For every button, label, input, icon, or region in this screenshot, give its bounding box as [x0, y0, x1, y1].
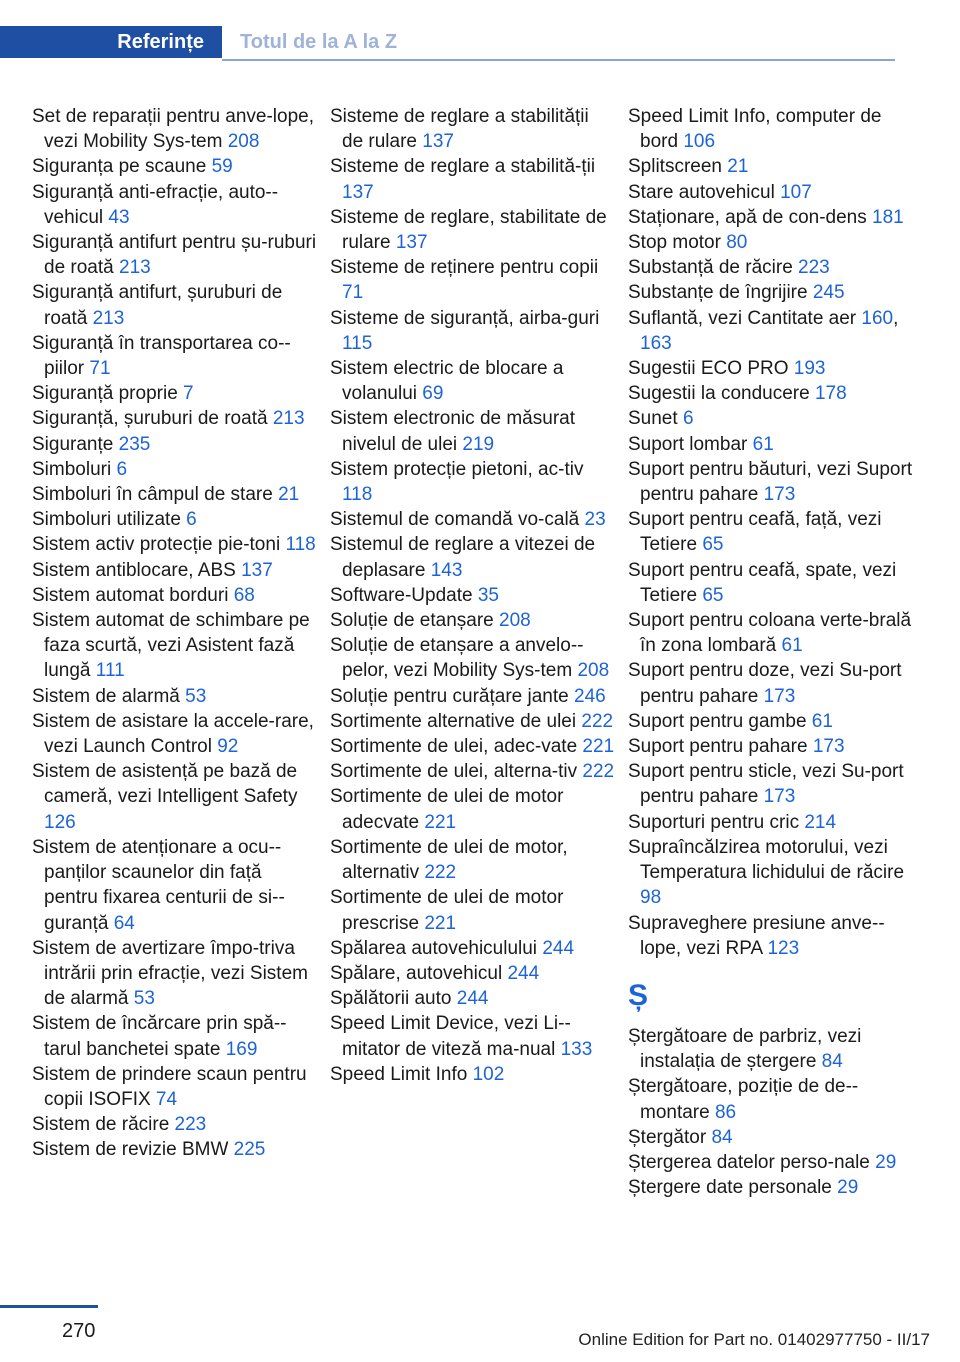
- header-divider: [222, 59, 895, 61]
- page-reference-link[interactable]: 137: [395, 232, 428, 254]
- index-entry-text: Suport pentru pahare: [628, 736, 813, 758]
- page-reference-link[interactable]: 244: [507, 962, 540, 984]
- index-entry-text: Soluție pentru curățare jante: [330, 685, 574, 707]
- page-reference-link[interactable]: 178: [814, 383, 847, 405]
- page-reference-link[interactable]: 61: [781, 635, 803, 657]
- index-entry-text: Sisteme de siguranță, airba-guri: [330, 307, 600, 329]
- index-entry-text: Sistem de avertizare împo-triva intrării prin efracție, vezi Sistem de alarmă: [32, 937, 308, 1010]
- page-reference-link[interactable]: 193: [793, 358, 826, 380]
- index-entry: [330, 936, 615, 961]
- index-entry: [330, 104, 615, 154]
- index-entry-text: Suport pentru sticle, vezi Su-port pentru pahare: [628, 761, 904, 808]
- index-entry: [330, 583, 615, 608]
- page-reference-link[interactable]: 29: [837, 1177, 859, 1199]
- index-entry-text: Sistem de răcire: [32, 1114, 175, 1136]
- index-entry-text: Siguranță antifurt pentru șu-ruburi de roată: [32, 232, 317, 279]
- page-reference-link[interactable]: 245: [812, 282, 845, 304]
- index-entry: [628, 810, 913, 835]
- index-entry-text: Spălătorii auto: [330, 988, 457, 1010]
- page-reference-link[interactable]: 86: [714, 1101, 737, 1123]
- index-entry: [32, 558, 317, 583]
- index-entry-text: Simboluri în câmpul de stare: [32, 484, 279, 506]
- index-entry-text: Siguranță antifurt, șuruburi de roată: [32, 282, 283, 329]
- page-reference-link[interactable]: 71: [89, 358, 111, 380]
- index-entry: [32, 1137, 317, 1162]
- page-reference-link[interactable]: 213: [92, 307, 125, 329]
- index-entry-text: Sortimente de ulei, alterna-tiv: [330, 761, 583, 783]
- index-entry-text: Sisteme de reglare a stabilității de rulare: [330, 106, 589, 153]
- index-entry-text: Sistem de alarmă: [32, 685, 186, 707]
- index-entry: [330, 684, 615, 709]
- index-entry-text: Ștergere date personale: [628, 1177, 838, 1199]
- index-entry: [330, 255, 615, 305]
- page-reference-link[interactable]: 137: [342, 181, 374, 203]
- page-reference-link[interactable]: 222: [424, 862, 457, 884]
- page-reference-link[interactable]: 102: [472, 1063, 505, 1085]
- index-entry-text: Sisteme de reținere pentru copii: [330, 257, 599, 279]
- index-entry-text: Speed Limit Info, computer de bord: [628, 106, 882, 153]
- page-reference-link[interactable]: 74: [155, 1088, 178, 1110]
- index-entry: [628, 911, 913, 961]
- index-entry-text: Suport lombar: [628, 433, 753, 455]
- page-reference-link[interactable]: 29: [875, 1151, 897, 1173]
- index-entry: [330, 356, 615, 406]
- index-entry-text: Sistemul de comandă vo-cală: [330, 509, 585, 531]
- index-entry: [628, 406, 913, 431]
- page-reference-link[interactable]: 208: [227, 131, 260, 153]
- page-reference-link[interactable]: 173: [763, 685, 796, 707]
- index-entry: [330, 532, 615, 582]
- index-entry: [628, 1150, 913, 1175]
- index-entry-text: Sistem electronic de măsurat nivelul de ulei: [330, 408, 575, 455]
- page-reference-separator: ,: [893, 307, 899, 329]
- index-entry: [330, 835, 615, 885]
- page-reference-link[interactable]: 6: [186, 509, 197, 531]
- index-entry-text: Sisteme de reglare, stabilitate de rulare: [330, 206, 607, 254]
- index-entry-text: Sortimente de ulei de motor, alternativ: [330, 836, 568, 884]
- index-entry-text: Sistem de revizie BMW: [32, 1139, 234, 1161]
- index-entry-text: Sistem de încărcare prin spă-tarul banchetei spate: [32, 1013, 287, 1060]
- index-entry-text: Ștergerea datelor perso-nale: [628, 1151, 876, 1173]
- index-entry-text: Sortimente de ulei de motor adecvate: [330, 786, 564, 833]
- index-entry: [330, 1011, 615, 1061]
- index-entry: [32, 457, 317, 482]
- index-entry-text: Set de reparații pentru anve-lope, vezi Mobility Sys-tem: [32, 106, 315, 153]
- index-entry: [628, 356, 913, 381]
- index-entry-text: Substanță de răcire: [628, 257, 799, 279]
- page-reference-link[interactable]: 118: [285, 534, 316, 556]
- page-reference-link[interactable]: 106: [683, 131, 716, 153]
- index-entry: [628, 709, 913, 734]
- index-entry-text: Speed Limit Info: [330, 1063, 473, 1085]
- page-reference-link[interactable]: 107: [780, 181, 812, 203]
- page-reference-link[interactable]: 221: [424, 811, 457, 833]
- page-reference-link[interactable]: 173: [812, 736, 845, 758]
- page-reference-link[interactable]: 133: [560, 1038, 593, 1060]
- index-entry: [330, 709, 615, 734]
- index-entry: [32, 583, 317, 608]
- page-reference-link[interactable]: 163: [640, 332, 672, 354]
- page-reference-link[interactable]: 64: [113, 912, 135, 934]
- index-entry: [330, 961, 615, 986]
- index-entry: [32, 709, 317, 759]
- index-entry-text: Sortimente de ulei, adec-vate: [330, 736, 583, 758]
- index-entry-text: Sistem automat borduri: [32, 584, 234, 606]
- index-entry-text: Software-Update: [330, 584, 478, 606]
- index-entry-text: Supraîncălzirea motorului, vezi Temperatura lichidului de răcire: [628, 836, 905, 884]
- index-entry: [330, 154, 615, 204]
- page-reference-link[interactable]: 221: [424, 912, 457, 934]
- page-reference-link[interactable]: 244: [542, 937, 575, 959]
- index-entry: [32, 1062, 317, 1112]
- index-entry: [628, 154, 913, 179]
- page-reference-link[interactable]: 235: [118, 433, 151, 455]
- page-reference-link[interactable]: 35: [477, 584, 499, 606]
- index-entry-text: Siguranțe: [32, 433, 119, 455]
- index-entry-text: Spălarea autovehiculului: [330, 937, 543, 959]
- page-reference-link[interactable]: 181: [872, 206, 904, 228]
- index-entry: [32, 759, 317, 835]
- page-reference-link[interactable]: 123: [767, 937, 800, 959]
- index-entry: [628, 734, 913, 759]
- index-entry: [628, 608, 913, 658]
- index-entry: [628, 1125, 913, 1150]
- index-entry: [628, 205, 913, 230]
- page-reference-link[interactable]: 84: [711, 1126, 733, 1148]
- index-entry: [32, 835, 317, 936]
- index-entry-text: Sistem de prindere scaun pentru copii ISOFIX: [32, 1063, 307, 1110]
- index-entry: [628, 180, 913, 205]
- index-entry-text: Simboluri utilizate: [32, 509, 187, 531]
- index-entry: [32, 1112, 317, 1137]
- index-entry-text: Speed Limit Device, vezi Li-mitator de viteză ma-nual: [330, 1013, 571, 1060]
- page-reference-link[interactable]: 213: [119, 257, 151, 279]
- index-entry: [330, 1062, 615, 1087]
- index-entry-text: Soluție de etanșare: [330, 610, 500, 632]
- page-reference-link[interactable]: 68: [233, 584, 255, 606]
- page-reference-link[interactable]: 244: [456, 988, 489, 1010]
- page-reference-link[interactable]: 126: [44, 811, 76, 833]
- page-reference-link[interactable]: 208: [499, 610, 531, 632]
- page-reference-link[interactable]: 92: [217, 736, 239, 758]
- index-entry-text: Siguranța pe scaune: [32, 156, 212, 178]
- page-reference-link[interactable]: 65: [702, 584, 724, 606]
- index-entry: [628, 507, 913, 557]
- index-entry-text: Sunet: [628, 408, 683, 430]
- page-reference-link[interactable]: 222: [581, 710, 614, 732]
- index-entry: [330, 885, 615, 935]
- page-reference-link[interactable]: 61: [811, 710, 833, 732]
- index-entry: [330, 784, 615, 834]
- index-entry: [628, 432, 913, 457]
- index-entry-text: Simboluri: [32, 458, 117, 480]
- index-entry: [32, 532, 317, 557]
- page-reference-link[interactable]: 221: [582, 736, 615, 758]
- header-tabs: [0, 26, 895, 62]
- page-reference-link[interactable]: 53: [185, 685, 207, 707]
- page-reference-link[interactable]: 115: [342, 332, 373, 354]
- index-entry: [628, 1175, 913, 1200]
- index-entry: [32, 482, 317, 507]
- page-reference-link[interactable]: 173: [763, 786, 796, 808]
- page-reference-link[interactable]: 160: [861, 307, 894, 329]
- index-entry-text: Suporturi pentru cric: [628, 811, 805, 833]
- edition-note: Online Edition for Part no. 01402977750 - II/17: [578, 1330, 930, 1349]
- tab-totul-de-la-a-la-z[interactable]: Totul de la A la Z: [240, 30, 398, 53]
- index-entry-text: Sortimente alternative de ulei: [330, 710, 582, 732]
- index-entry: [32, 432, 317, 457]
- index-entry-text: Ștergător: [628, 1126, 712, 1148]
- index-entry-text: Suport pentru doze, vezi Su-port pentru pahare: [628, 660, 902, 707]
- index-entry-text: Stare autovehicul: [628, 181, 781, 203]
- index-entry-text: Staționare, apă de con-dens: [628, 206, 873, 228]
- index-entry: [32, 406, 317, 431]
- page-reference-link[interactable]: 137: [422, 131, 454, 153]
- index-letter-heading: Ș: [628, 978, 649, 1012]
- index-entry: [32, 684, 317, 709]
- page-reference-link[interactable]: 80: [726, 232, 748, 254]
- index-entry: [628, 835, 913, 911]
- index-entry-text: Suport pentru băuturi, vezi Suport pentru pahare: [628, 458, 913, 506]
- page-reference-link[interactable]: 21: [278, 484, 300, 506]
- index-entry-text: Soluție de etanșare a anvelo-pelor, vezi Mobility Sys-tem: [330, 635, 584, 682]
- index-entry: [628, 381, 913, 406]
- index-entry: [32, 331, 317, 381]
- index-entry: [628, 1074, 913, 1124]
- page-reference-link[interactable]: 222: [582, 761, 615, 783]
- index-entry-text: Sistem de asistență pe bază de cameră, vezi Intelligent Safety: [32, 761, 298, 808]
- index-entry-text: Suflantă, vezi Cantitate aer: [628, 307, 862, 329]
- index-entry: [330, 406, 615, 456]
- index-entry-text: Siguranță în transportarea co-piilor: [32, 332, 291, 380]
- page-reference-link[interactable]: 213: [272, 408, 305, 430]
- footer-accent-line: [0, 1305, 98, 1308]
- page-reference-link[interactable]: 118: [342, 484, 373, 506]
- index-entry: [330, 734, 615, 759]
- index-entry: [32, 280, 317, 330]
- index-entry-text: Splitscreen: [628, 156, 728, 178]
- index-entry: [628, 230, 913, 255]
- index-entry-text: Suport pentru ceafă, față, vezi Tetiere: [628, 509, 882, 556]
- index-entry: [628, 759, 913, 809]
- page-reference-link[interactable]: 7: [183, 383, 194, 405]
- index-entry: [330, 608, 615, 633]
- page-reference-link[interactable]: 53: [133, 988, 155, 1010]
- page-reference-link[interactable]: 173: [763, 484, 796, 506]
- index-entry: [32, 180, 317, 230]
- page-reference-link[interactable]: 69: [422, 383, 444, 405]
- index-entry-text: Stop motor: [628, 232, 727, 254]
- index-entry: [628, 658, 913, 708]
- index-entry-text: Suport pentru gambe: [628, 710, 812, 732]
- page-reference-link[interactable]: 143: [430, 559, 463, 581]
- page-reference-link[interactable]: 137: [241, 559, 273, 581]
- index-entry: [628, 255, 913, 280]
- index-entry: [628, 1024, 913, 1074]
- index-entry-text: Sistem protecție pietoni, ac-tiv: [330, 458, 584, 480]
- index-entry: [32, 381, 317, 406]
- page-reference-link[interactable]: 21: [727, 156, 749, 178]
- index-column-2: [330, 104, 615, 1087]
- index-entry-text: Sistem activ protecție pie-toni: [32, 534, 286, 556]
- index-entry: [628, 306, 913, 356]
- index-entry: [330, 986, 615, 1011]
- index-entry-text: Suport pentru coloana verte-brală în zona lombară: [628, 610, 912, 657]
- index-entry: [32, 1011, 317, 1061]
- page-reference-link[interactable]: 65: [702, 534, 724, 556]
- tab-referinte[interactable]: Referințe: [0, 26, 222, 58]
- page-reference-link[interactable]: 223: [798, 257, 830, 279]
- page-reference-link[interactable]: 84: [821, 1051, 843, 1073]
- index-entry-text: Sortimente de ulei de motor prescrise: [330, 887, 564, 934]
- index-entry-text: Sistem de asistare la accele-rare, vezi Launch Control: [32, 710, 314, 758]
- page-reference-link[interactable]: 71: [342, 282, 364, 304]
- index-entry-text: Ștergătoare, poziție de de-montare: [628, 1076, 859, 1123]
- index-entry: [32, 507, 317, 532]
- page-reference-link[interactable]: 246: [574, 685, 606, 707]
- index-entry: [32, 936, 317, 1012]
- index-entry-text: Siguranță proprie: [32, 383, 184, 405]
- index-entry: [628, 104, 913, 154]
- index-entry-text: Suport pentru ceafă, spate, vezi Tetiere: [628, 559, 897, 606]
- index-entry-text: Sistem de atenționare a ocu-panților scaunelor din față pentru fixarea centurii de si-guranță: [32, 836, 285, 934]
- index-entry: [330, 759, 615, 784]
- page-reference-link[interactable]: 208: [577, 660, 610, 682]
- page-reference-link[interactable]: 98: [640, 887, 662, 909]
- index-entry-text: Siguranță anti-efracție, auto-vehicul: [32, 181, 279, 228]
- index-column-1: [32, 104, 317, 1163]
- page-reference-link[interactable]: 43: [108, 206, 130, 228]
- index-entry: [330, 457, 615, 507]
- page-reference-link[interactable]: 219: [462, 433, 495, 455]
- index-entry-text: Sisteme de reglare a stabilită-ții: [330, 156, 596, 178]
- index-column-3: [628, 104, 913, 1200]
- index-entry: [628, 280, 913, 305]
- index-entry-text: Sistem antiblocare, ABS: [32, 559, 242, 581]
- page-reference-link[interactable]: 225: [233, 1139, 266, 1161]
- index-entry-text: Siguranță, șuruburi de roată: [32, 408, 273, 430]
- index-entry-text: Sugestii la conducere: [628, 383, 815, 405]
- index-entry: [330, 507, 615, 532]
- index-entry: [330, 205, 615, 255]
- index-entry-text: Supraveghere presiune anve-lope, vezi RPA: [628, 912, 885, 959]
- page-reference-link[interactable]: 23: [584, 509, 606, 531]
- index-entry-text: Sistemul de reglare a vitezei de deplasare: [330, 534, 596, 581]
- index-entry: [330, 633, 615, 683]
- page-reference-link[interactable]: 6: [682, 408, 694, 430]
- index-entry: [32, 230, 317, 280]
- page-reference-link[interactable]: 111: [95, 660, 125, 682]
- index-entry-text: Ștergătoare de parbriz, vezi instalația de ștergere: [628, 1025, 862, 1073]
- index-entry-text: Sistem electric de blocare a volanului: [330, 358, 564, 405]
- index-entry: [32, 608, 317, 684]
- index-entry: [330, 306, 615, 356]
- page-reference-link[interactable]: 59: [211, 156, 233, 178]
- index-entry-text: Spălare, autovehicul: [330, 962, 508, 984]
- index-entry: [628, 457, 913, 507]
- page-number: 270: [62, 1320, 96, 1342]
- index-entry-text: Sistem automat de schimbare pe faza scurtă, vezi Asistent fază lungă: [32, 610, 310, 682]
- index-entry-text: Sugestii ECO PRO: [628, 358, 794, 380]
- page-reference-link[interactable]: 61: [752, 433, 774, 455]
- page-reference-link[interactable]: 223: [174, 1114, 207, 1136]
- page-reference-link[interactable]: 169: [225, 1038, 258, 1060]
- page-reference-link[interactable]: 6: [116, 458, 128, 480]
- index-entry-text: Substanțe de îngrijire: [628, 282, 813, 304]
- index-entry: [32, 154, 317, 179]
- page-reference-link[interactable]: 214: [804, 811, 837, 833]
- index-entry: [628, 558, 913, 608]
- index-entry: [32, 104, 317, 154]
